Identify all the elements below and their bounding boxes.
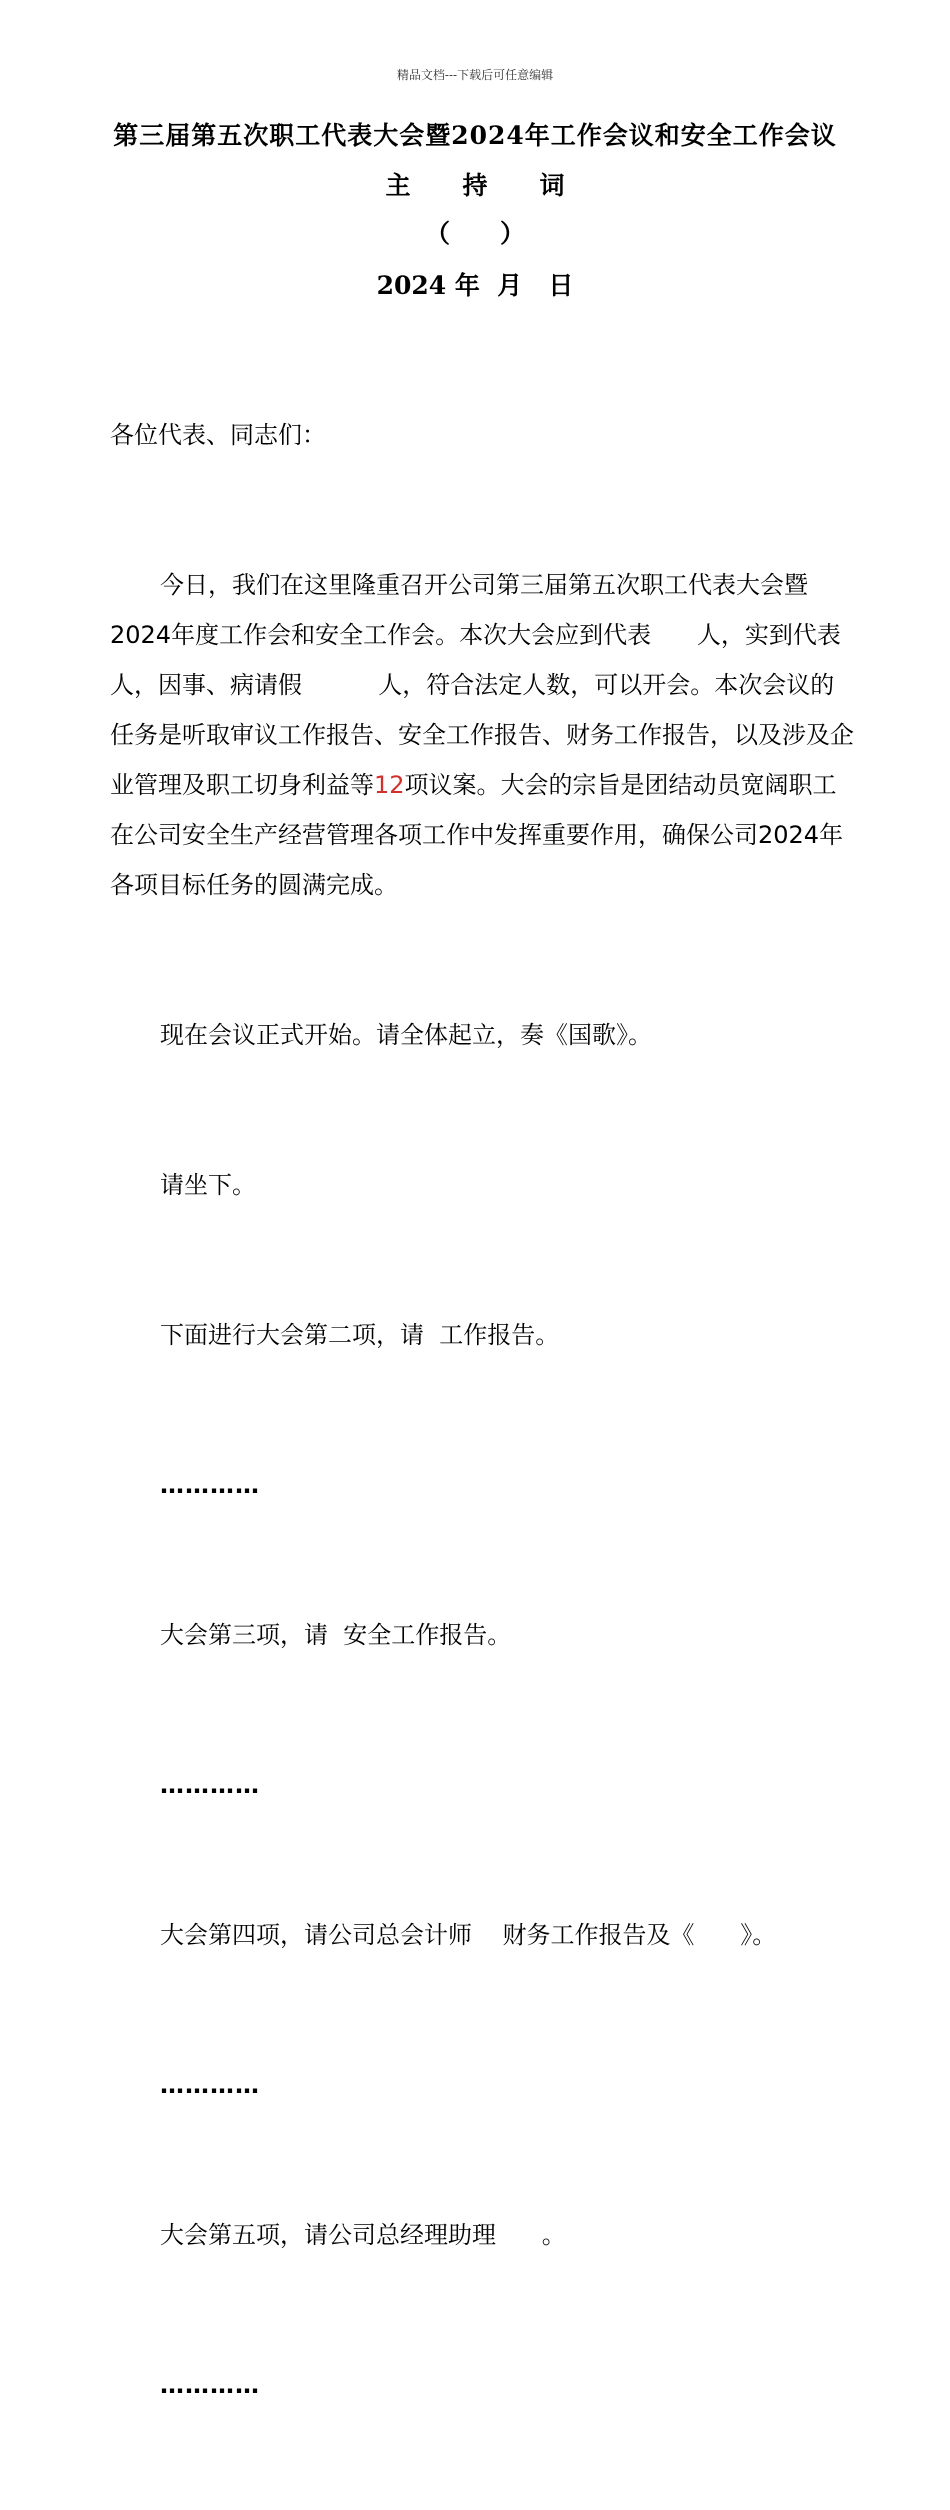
agenda-item-2: 下面进行大会第二项，请 工作报告。 (160, 1321, 560, 1349)
document-date: 2024 年 月 日 (376, 271, 574, 300)
page-header: 精品文档---下载后可任意编辑 (396, 68, 554, 82)
subtitle-char: 词 (539, 171, 565, 200)
intro-text-after: 项议案。大会的宗旨是团结动员宽阔职工在公司安全生产经营管理各项工作中发挥重要作用，确保公司2024年各项目标任务的圆满完成。 (110, 771, 844, 899)
agenda-item-3: 大会第三项，请 安全工作报告。 (160, 1621, 512, 1649)
greeting: 各位代表、同志们： (110, 421, 326, 449)
ellipsis-1: ………… (160, 1471, 260, 1499)
intro-text-before: 今日，我们在这里隆重召开公司第三届第五次职工代表大会暨2024年度工作会和安全工作会。本次大会应到代表 人，实到代表 人，因事、病请假 人，符合法定人数，可以开会。本次会议的任务是听取审议工作报告、安全工作报告、财务工作报告，以及涉及企业管理及职工切身利益等 (110, 571, 918, 799)
agenda-item-4: 大会第四项，请公司总会计师 财务工作报告及《 》。 (160, 1921, 777, 1949)
ellipsis-2: ………… (160, 1771, 260, 1799)
document-body (110, 310, 918, 2510)
ellipsis-4: ………… (160, 2371, 260, 2399)
subtitle-char: 主 (385, 171, 411, 200)
intro-paragraph (110, 560, 918, 910)
start-paragraph: 现在会议正式开始。请全体起立，奏《国歌》。 (160, 1021, 652, 1049)
ellipsis-3: ………… (160, 2071, 260, 2099)
agenda-item-5: 大会第五项，请公司总经理助理 。 (160, 2221, 566, 2249)
speaker-blank: （ ） (424, 219, 525, 248)
document-title: 第三届第五次职工代表大会暨2024年工作会议和安全工作会议 (113, 121, 837, 150)
sit-paragraph: 请坐下。 (160, 1171, 256, 1199)
subtitle-char: 持 (462, 171, 488, 200)
motion-count: 12 (374, 771, 405, 799)
document-subtitle (0, 166, 950, 202)
